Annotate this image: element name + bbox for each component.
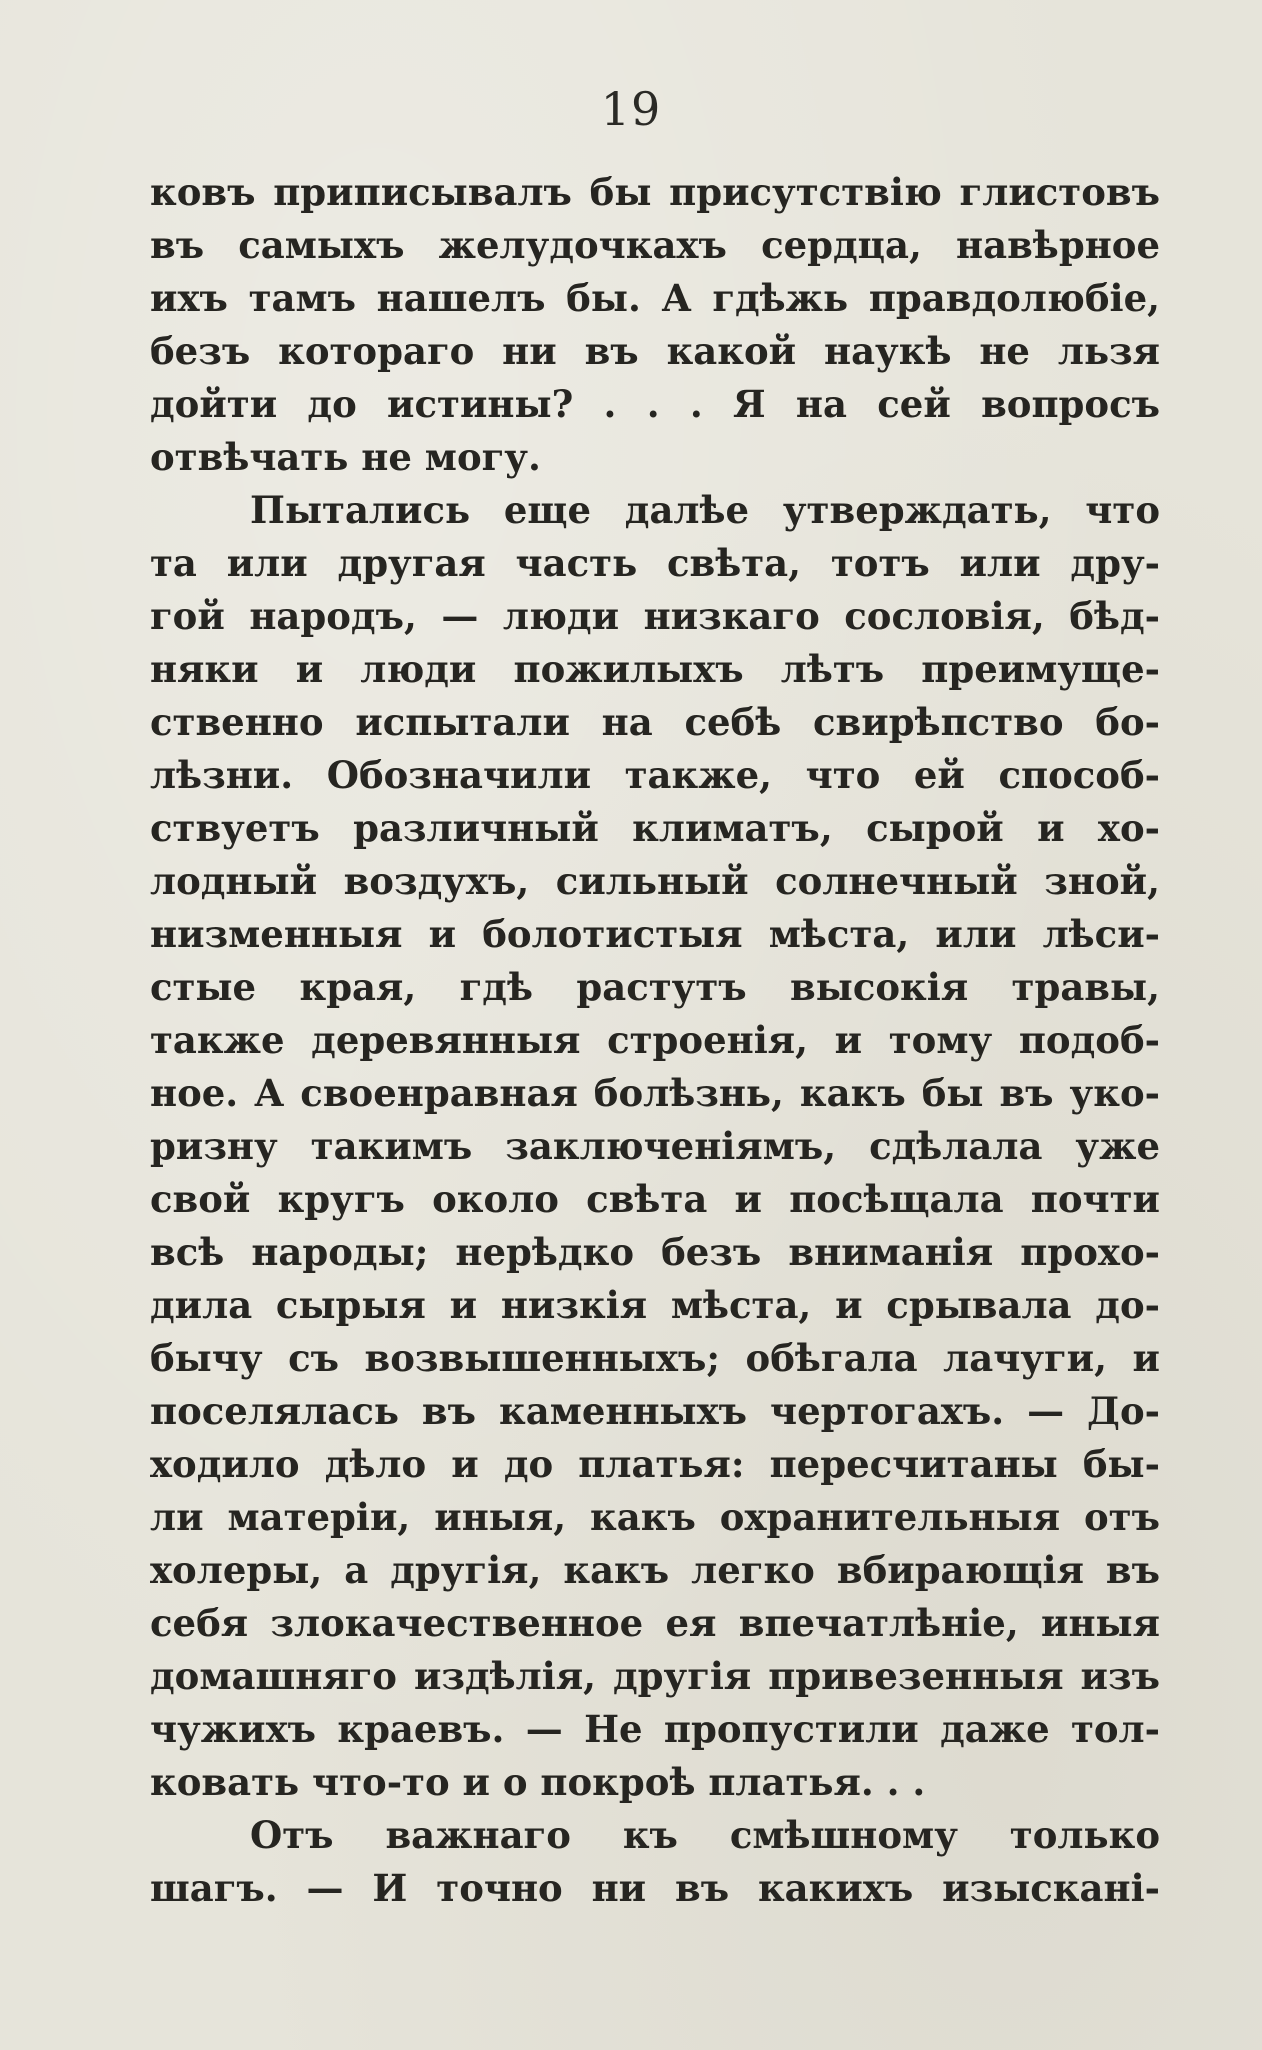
text-line: гой народъ, — люди низкаго сословія, бѣд- xyxy=(150,594,1160,638)
text-line: Отъ важнаго къ смѣшному только xyxy=(250,1813,1160,1857)
text-line: стые края, гдѣ растутъ высокія травы, xyxy=(150,965,1160,1009)
text-line: всѣ народы; нерѣдко безъ вниманія прохо- xyxy=(150,1230,1160,1274)
text-line: ризну такимъ заключеніямъ, сдѣлала уже xyxy=(150,1124,1160,1168)
text-line: чужихъ краевъ. — Не пропустили даже тол- xyxy=(150,1707,1160,1751)
text-line: лодный воздухъ, сильный солнечный зной, xyxy=(150,859,1160,903)
text-line: отвѣчать не могу. xyxy=(150,435,541,479)
text-line: безъ котораго ни въ какой наукѣ не льзя xyxy=(150,329,1160,373)
text-line: поселялась въ каменныхъ чертогахъ. — До- xyxy=(150,1389,1160,1433)
text-line: свой кругъ около свѣта и посѣщала почти xyxy=(150,1177,1160,1221)
text-line: себя злокачественное ея впечатлѣніе, иныя xyxy=(150,1601,1160,1645)
text-line: дила сырыя и низкія мѣста, и срывала до- xyxy=(150,1283,1160,1327)
text-line: шагъ. — И точно ни въ какихъ изыскані- xyxy=(150,1866,1160,1910)
text-line: въ самыхъ желудочкахъ сердца, навѣрное xyxy=(150,223,1160,267)
text-line: Пытались еще далѣе утверждать, что xyxy=(250,488,1160,532)
text-line: ствуетъ различный климатъ, сырой и хо- xyxy=(150,806,1160,850)
text-line: ковать что-то и о покроѣ платья. . . xyxy=(150,1760,926,1804)
body-text xyxy=(150,166,1160,1915)
text-line: бычу съ возвышенныхъ; обѣгала лачуги, и xyxy=(150,1336,1160,1380)
text-line: лѣзни. Обозначили также, что ей способ- xyxy=(150,753,1160,797)
text-line: холеры, а другія, какъ легко вбирающія въ xyxy=(150,1548,1160,1592)
text-line: ное. А своенравная болѣзнь, какъ бы въ уко- xyxy=(150,1071,1160,1115)
text-line: та или другая часть свѣта, тотъ или дру- xyxy=(150,541,1160,585)
text-line: ходило дѣло и до платья: пересчитаны бы- xyxy=(150,1442,1160,1486)
text-line: также деревянныя строенія, и тому подоб- xyxy=(150,1018,1160,1062)
text-line: домашняго издѣлія, другія привезенныя изъ xyxy=(150,1654,1160,1698)
page-number: 19 xyxy=(600,82,662,136)
text-line: ственно испытали на себѣ свирѣпство бо- xyxy=(150,700,1160,744)
text-line: ихъ тамъ нашелъ бы. А гдѣжь правдолюбіе, xyxy=(150,276,1160,320)
text-line: ковъ приписывалъ бы присутствію глистовъ xyxy=(150,170,1160,214)
text-line: дойти до истины? . . . Я на сей вопросъ xyxy=(150,382,1160,426)
text-line: ли матеріи, иныя, какъ охранительныя отъ xyxy=(150,1495,1160,1539)
text-line: низменныя и болотистыя мѣста, или лѣси- xyxy=(150,912,1160,956)
text-line: няки и люди пожилыхъ лѣтъ преимуще- xyxy=(150,647,1160,691)
